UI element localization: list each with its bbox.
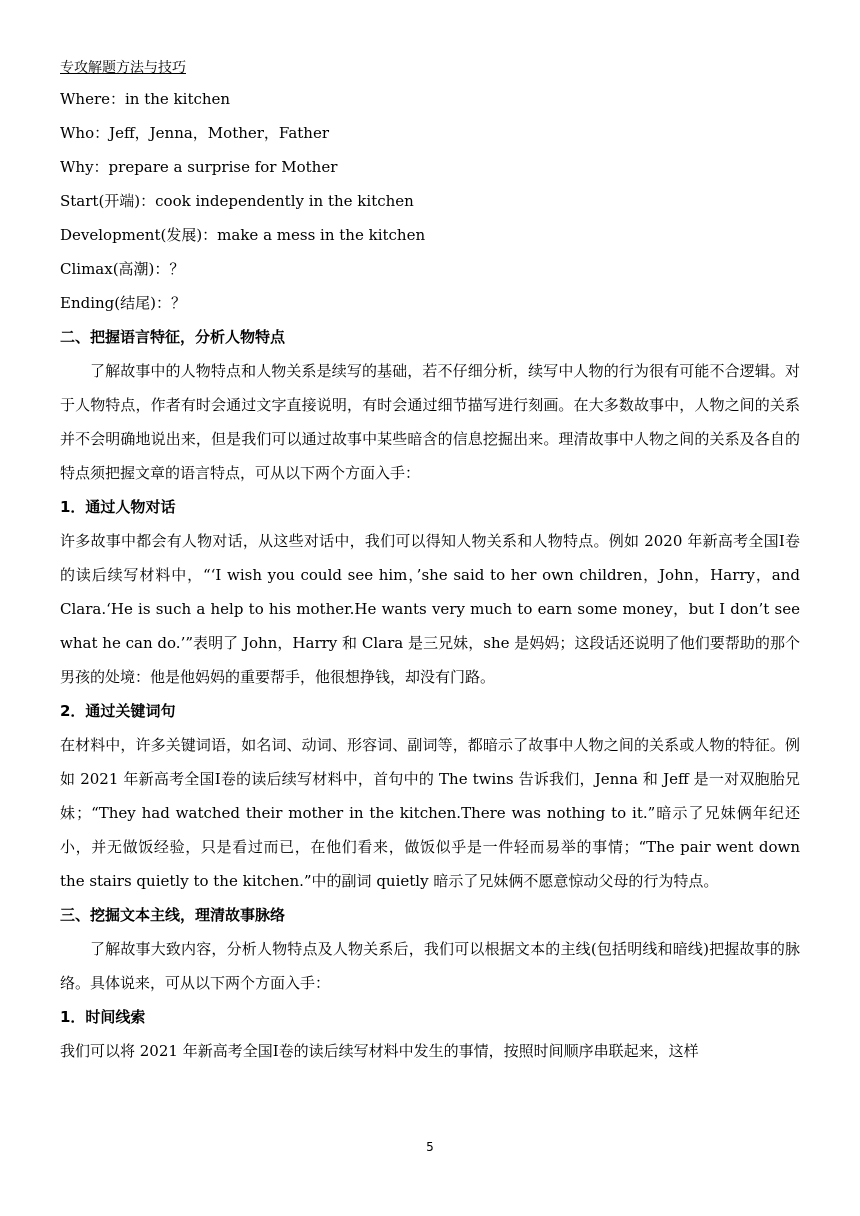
section-2-sub-1-text: 许多故事中都会有人物对话，从这些对话中，我们可以得知人物关系和人物特点。例如 2020 年新高考全国Ⅰ卷的读后续写材料中，“‘I wish you could see him，’she said to her own children，John，Harry，and Clara.‘He is such a help to his mother.He wants very much to earn some money，but I don’t see what he can do.’”表明了 John，Harry 和 Clara 是三兄妹，she 是妈妈；这段话还说明了他们要帮助的那个男孩的处境：他是他妈妈的重要帮手，他很想挣钱，却没有门路。: [60, 532, 800, 686]
page-number: 5: [426, 1140, 434, 1154]
section-2-sub-2-heading: 2．通过关键词句: [60, 702, 176, 720]
page-header-title: 专攻解题方法与技巧: [60, 60, 186, 76]
story-element-climax: Climax(高潮)：？: [60, 260, 185, 278]
story-element-where: Where：in the kitchen: [60, 90, 231, 108]
story-elements-list: [60, 82, 800, 320]
section-2-intro: 了解故事中的人物特点和人物关系是续写的基础，若不仔细分析，续写中人物的行为很有可能不合逻辑。对于人物特点，作者有时会通过文字直接说明，有时会通过细节描写进行刻画。在大多数故事中，人物之间的关系并不会明确地说出来，但是我们可以通过故事中某些暗含的信息挖掘出来。理清故事中人物之间的关系及各自的特点须把握文章的语言特点，可从以下两个方面入手：: [60, 362, 800, 482]
section-3-heading: 三、挖掘文本主线，理清故事脉络: [60, 906, 286, 924]
section-3-intro: 了解故事大致内容，分析人物特点及人物关系后，我们可以根据文本的主线(包括明线和暗线)把握故事的脉络。具体说来，可从以下两个方面入手：: [60, 940, 800, 992]
story-element-ending: Ending(结尾)：？: [60, 294, 186, 312]
section-3-sub-1-heading: 1．时间线索: [60, 1008, 146, 1026]
section-3-sub-1-text: 我们可以将 2021 年新高考全国Ⅰ卷的读后续写材料中发生的事情，按照时间顺序串联起来，这样: [60, 1042, 699, 1060]
story-element-start: Start(开端)：cook independently in the kitchen: [60, 192, 414, 210]
section-2-sub-2-text: 在材料中，许多关键词语，如名词、动词、形容词、副词等，都暗示了故事中人物之间的关系或人物的特征。例如 2021 年新高考全国Ⅰ卷的读后续写材料中，首句中的 The twins 告诉我们，Jenna 和 Jeff 是一对双胞胎兄妹；“They had watched their mother in the kitchen.There was nothing to it.”暗示了兄妹俩年纪还小，并无做饭经验，只是看过而已，在他们看来，做饭似乎是一件轻而易举的事情；“The pair went down the stairs quietly to the kitchen.”中的副词 quietly 暗示了兄妹俩不愿意惊动父母的行为特点。: [60, 736, 800, 890]
section-2-sub-1-heading: 1．通过人物对话: [60, 498, 176, 516]
section-2-heading: 二、把握语言特征，分析人物特点: [60, 328, 286, 346]
document-page: [60, 58, 800, 1068]
story-element-why: Why：prepare a surprise for Mother: [60, 158, 338, 176]
story-element-development: Development(发展)：make a mess in the kitchen: [60, 226, 426, 244]
story-element-who: Who：Jeff，Jenna，Mother，Father: [60, 124, 330, 142]
